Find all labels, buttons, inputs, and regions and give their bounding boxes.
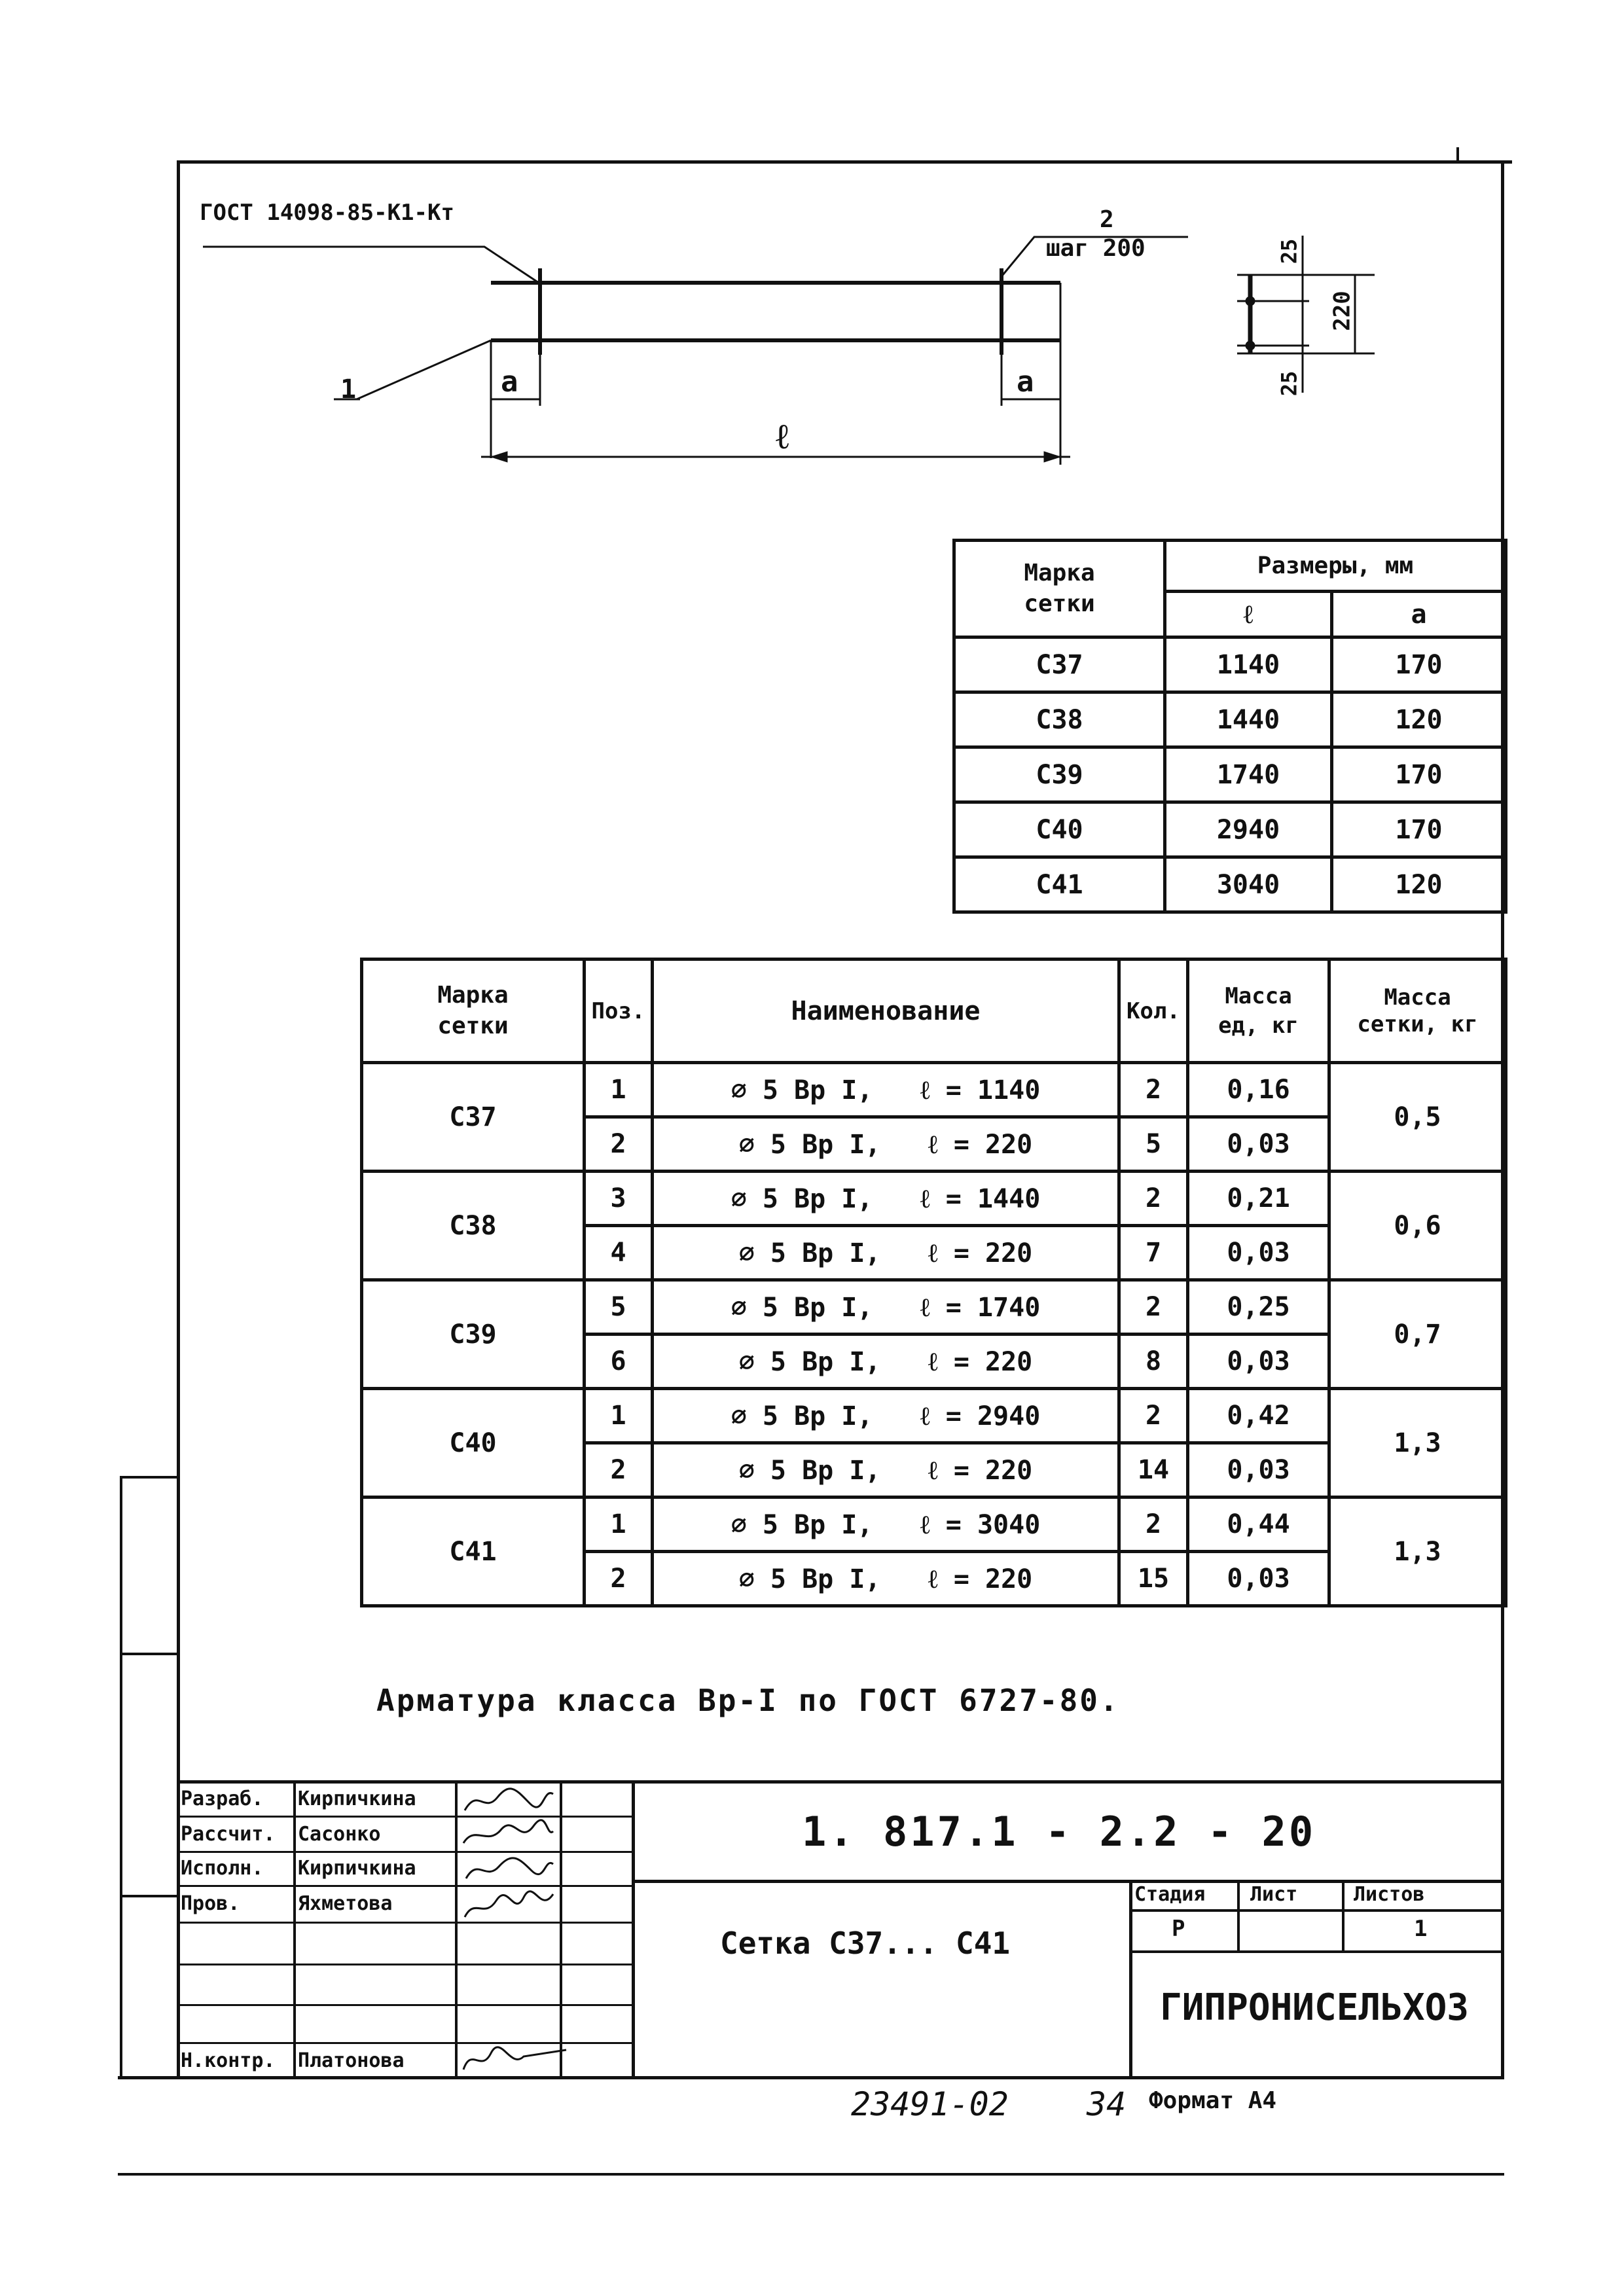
table-row xyxy=(954,692,1506,747)
signature-2 xyxy=(458,1818,556,1851)
sizes-col-mark: Марка сетки xyxy=(954,541,1165,637)
binding-strip-outer xyxy=(120,1476,122,2078)
qty-cell: 5 xyxy=(1119,1117,1188,1172)
l-cell: 3040 xyxy=(1165,857,1332,912)
mark-cell: С38 xyxy=(954,692,1165,747)
callout-1: 1 xyxy=(340,374,357,404)
qty-cell: 2 xyxy=(1119,1389,1188,1443)
name-cell: ⌀ 5 Вр I, ℓ = 1740 xyxy=(653,1280,1119,1335)
binding-strip-line-2 xyxy=(120,1653,179,1655)
role-label: Рассчит. xyxy=(181,1823,276,1846)
pos-cell: 1 xyxy=(585,1498,653,1552)
spec-col-qty: Кол. xyxy=(1119,960,1188,1063)
l-cell: 1740 xyxy=(1165,747,1332,802)
signature-3 xyxy=(458,1852,556,1885)
pos-cell: 2 xyxy=(585,1443,653,1498)
qty-cell: 7 xyxy=(1119,1226,1188,1280)
mass-cell: 0,03 xyxy=(1188,1117,1329,1172)
name-cell: ⌀ 5 Вр I, ℓ = 220 xyxy=(653,1226,1119,1280)
qty-cell: 15 xyxy=(1119,1552,1188,1606)
mesh-drawing xyxy=(177,183,1420,484)
roles-table xyxy=(177,1782,633,2077)
spec-col-mass-unit: Масса ед, кг xyxy=(1188,960,1329,1063)
spec-col-mark: Марка сетки xyxy=(362,960,585,1063)
name-cell: ⌀ 5 Вр I, ℓ = 220 xyxy=(653,1443,1119,1498)
mark-cell: С39 xyxy=(954,747,1165,802)
sheets-label: Листов xyxy=(1354,1883,1425,1906)
l-cell: 1140 xyxy=(1165,637,1332,692)
page-bottom-rule xyxy=(118,2173,1504,2176)
section-dim-top: 25 xyxy=(1276,238,1302,264)
dim-a-right: a xyxy=(1017,365,1034,399)
stage-label: Стадия xyxy=(1134,1883,1206,1906)
qty-cell: 2 xyxy=(1119,1498,1188,1552)
a-cell: 170 xyxy=(1332,637,1506,692)
tb-stage-hline-2 xyxy=(1129,1950,1504,1953)
a-cell: 170 xyxy=(1332,747,1506,802)
spec-mark-cell: С39 xyxy=(362,1280,585,1389)
qty-cell: 8 xyxy=(1119,1335,1188,1389)
sizes-col-sizes: Размеры, мм xyxy=(1165,541,1506,592)
table-row xyxy=(362,1063,1506,1117)
mass-cell: 0,44 xyxy=(1188,1498,1329,1552)
signature-5 xyxy=(458,2043,569,2076)
mass-cell: 0,16 xyxy=(1188,1063,1329,1117)
mass-cell: 0,03 xyxy=(1188,1226,1329,1280)
person-name: Платонова xyxy=(298,2049,405,2072)
sizes-col-a: a xyxy=(1332,592,1506,637)
table-row xyxy=(362,1280,1506,1335)
signature-1 xyxy=(458,1784,556,1817)
total-mass-cell: 0,6 xyxy=(1329,1172,1506,1280)
qty-cell: 2 xyxy=(1119,1280,1188,1335)
mass-cell: 0,03 xyxy=(1188,1335,1329,1389)
doc-title: Сетка С37... С41 xyxy=(720,1926,1011,1961)
tb-stage-vline-2 xyxy=(1342,1880,1344,1952)
spec-mark-cell: С41 xyxy=(362,1498,585,1606)
signature-4 xyxy=(458,1888,556,1924)
leader-gost xyxy=(203,247,537,281)
mark-cell: С37 xyxy=(954,637,1165,692)
role-label: Разраб. xyxy=(181,1787,264,1810)
table-row xyxy=(362,1172,1506,1226)
role-label: Н.контр. xyxy=(181,2049,276,2072)
binding-strip-line-3 xyxy=(120,1895,179,1897)
total-mass-cell: 0,5 xyxy=(1329,1063,1506,1172)
qty-cell: 14 xyxy=(1119,1443,1188,1498)
name-cell: ⌀ 5 Вр I, ℓ = 3040 xyxy=(653,1498,1119,1552)
a-cell: 170 xyxy=(1332,802,1506,857)
spec-mark-cell: С37 xyxy=(362,1063,585,1172)
person-name: Сасонко xyxy=(298,1823,381,1846)
name-cell: ⌀ 5 Вр I, ℓ = 2940 xyxy=(653,1389,1119,1443)
pos-cell: 1 xyxy=(585,1389,653,1443)
spec-mark-cell: С40 xyxy=(362,1389,585,1498)
total-mass-cell: 0,7 xyxy=(1329,1280,1506,1389)
format-label: Формат А4 xyxy=(1149,2087,1277,2114)
total-mass-cell: 1,3 xyxy=(1329,1389,1506,1498)
name-cell: ⌀ 5 Вр I, ℓ = 220 xyxy=(653,1117,1119,1172)
role-label: Исполн. xyxy=(181,1857,264,1880)
spec-col-mass-total: Масса сетки, кг xyxy=(1329,960,1506,1063)
sizes-col-l: ℓ xyxy=(1165,592,1332,637)
page-number: 34 xyxy=(1087,2085,1127,2123)
callout-2: 2 xyxy=(1100,206,1114,233)
a-cell: 120 xyxy=(1332,692,1506,747)
table-row xyxy=(954,747,1506,802)
step-label: шаг 200 xyxy=(1046,235,1146,262)
spec-table xyxy=(360,958,1507,1607)
total-mass-cell: 1,3 xyxy=(1329,1498,1506,1606)
person-name: Яхметова xyxy=(298,1892,393,1915)
mass-cell: 0,21 xyxy=(1188,1172,1329,1226)
section-dim-mid: 220 xyxy=(1329,291,1356,331)
name-cell: ⌀ 5 Вр I, ℓ = 220 xyxy=(653,1552,1119,1606)
role-label: Пров. xyxy=(181,1892,240,1915)
organization: ГИПРОНИСЕЛЬХОЗ xyxy=(1160,1986,1470,2029)
name-cell: ⌀ 5 Вр I, ℓ = 220 xyxy=(653,1335,1119,1389)
section-dim-bottom: 25 xyxy=(1276,370,1302,397)
l-cell: 2940 xyxy=(1165,802,1332,857)
qty-cell: 2 xyxy=(1119,1063,1188,1117)
pos-cell: 6 xyxy=(585,1335,653,1389)
qty-cell: 2 xyxy=(1119,1172,1188,1226)
mass-cell: 0,42 xyxy=(1188,1389,1329,1443)
tb-stage-hline-1 xyxy=(1129,1909,1504,1912)
dim-a-left: a xyxy=(501,365,518,399)
table-row xyxy=(362,1389,1506,1443)
reinforcement-note: Арматура класса Вр-I по ГОСТ 6727-80. xyxy=(376,1683,1120,1718)
pos-cell: 1 xyxy=(585,1063,653,1117)
stage-value: Р xyxy=(1172,1916,1185,1942)
pos-cell: 3 xyxy=(585,1172,653,1226)
table-row xyxy=(954,637,1506,692)
binding-strip-line-1 xyxy=(120,1476,179,1479)
person-name: Кирпичкина xyxy=(298,1787,416,1810)
sizes-table xyxy=(952,539,1507,914)
leader-1 xyxy=(357,340,491,399)
l-cell: 1440 xyxy=(1165,692,1332,747)
mark-cell: С40 xyxy=(954,802,1165,857)
doc-code: 1. 817.1 - 2.2 - 20 xyxy=(802,1808,1316,1856)
name-cell: ⌀ 5 Вр I, ℓ = 1440 xyxy=(653,1172,1119,1226)
spec-mark-cell: С38 xyxy=(362,1172,585,1280)
dim-l: ℓ xyxy=(776,416,789,457)
mass-cell: 0,25 xyxy=(1188,1280,1329,1335)
pos-cell: 2 xyxy=(585,1117,653,1172)
mark-cell: С41 xyxy=(954,857,1165,912)
pos-cell: 2 xyxy=(585,1552,653,1606)
pos-cell: 5 xyxy=(585,1280,653,1335)
table-row xyxy=(362,1498,1506,1552)
mass-cell: 0,03 xyxy=(1188,1443,1329,1498)
gost-ref-label: ГОСТ 14098-85-К1-Кт xyxy=(200,200,454,226)
table-row xyxy=(954,802,1506,857)
a-cell: 120 xyxy=(1332,857,1506,912)
sheets-value: 1 xyxy=(1414,1916,1428,1942)
sheet-label: Лист xyxy=(1250,1883,1298,1906)
frame-tick xyxy=(1456,147,1459,162)
mass-cell: 0,03 xyxy=(1188,1552,1329,1606)
pos-cell: 4 xyxy=(585,1226,653,1280)
person-name: Кирпичкина xyxy=(298,1857,416,1880)
inventory-number: 23491-02 xyxy=(851,2085,1009,2123)
spec-col-name: Наименование xyxy=(653,960,1119,1063)
frame-top xyxy=(177,160,1512,164)
spec-col-pos: Поз. xyxy=(585,960,653,1063)
tb-stage-vline-1 xyxy=(1237,1880,1240,1952)
name-cell: ⌀ 5 Вр I, ℓ = 1140 xyxy=(653,1063,1119,1117)
table-row xyxy=(954,857,1506,912)
